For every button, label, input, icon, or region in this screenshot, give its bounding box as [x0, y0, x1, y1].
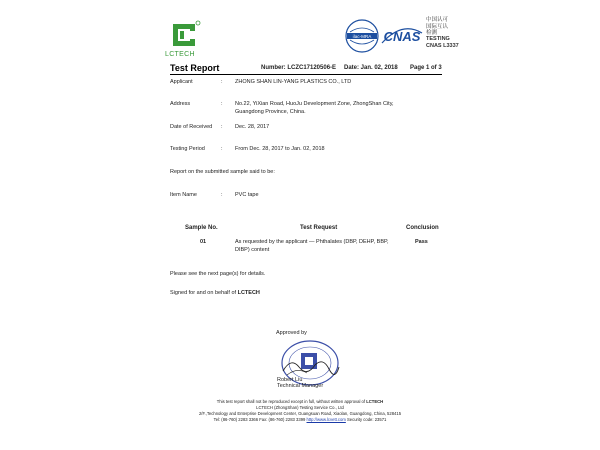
ilac-mra-logo-icon — [344, 18, 380, 54]
test-request-line2: DIBP) content — [235, 247, 270, 253]
test-request-header: Test Request — [300, 225, 338, 231]
testing-period-value: From Dec. 28, 2017 to Jan. 02, 2018 — [235, 146, 325, 152]
colon: : — [221, 101, 223, 107]
accreditation-cn: 中国认可 国际互认 检测 — [426, 17, 449, 36]
logo-text: LCTECH — [165, 51, 195, 58]
testing-period-label: Testing Period — [170, 146, 205, 152]
approver-name: Robert Liu — [277, 377, 303, 383]
footer-disclaimer: This test report shall not be reproduced except in full, without written approval of LCTECH — [216, 399, 384, 404]
address-label: Address — [170, 101, 191, 107]
sample-number: 01 — [200, 239, 207, 245]
sample-no-header: Sample No. — [185, 225, 218, 231]
title-divider — [170, 74, 442, 75]
colon: : — [221, 192, 223, 198]
footer-address: 2/F.,Technology and Enterprise Development Center, Guangsuan Road, Xiaolan, Guangdong, China, 528415 — [198, 411, 402, 416]
footer-company: LCTECH (ZhongShan) Testing Service Co., Ltd — [256, 405, 344, 410]
website-link[interactable]: http://www.lcvett.com — [306, 417, 346, 422]
page-indicator: Page 1 of 3 — [410, 65, 442, 71]
cnas-logo-icon — [380, 19, 424, 51]
signed-on-behalf: Signed for and on behalf of LCTECH — [170, 290, 260, 296]
sample-intro: Report on the submitted sample said to be: — [170, 169, 275, 175]
conclusion-header: Conclusion — [406, 225, 439, 231]
date-received-label: Date of Received — [170, 124, 213, 130]
footer-contact: Tel: (86-760) 2283 3366 Fax: (86-760) 2283 3399 http://www.lcvett.com Security code: 23571 — [213, 417, 387, 422]
report-title: Test Report — [170, 63, 220, 73]
applicant-label: Applicant — [170, 79, 193, 85]
cnas-label: CNAS — [383, 29, 421, 44]
next-pages-note: Please see the next page(s) for details. — [170, 271, 266, 277]
address-value-line2: Guangdong Province, China. — [235, 109, 306, 115]
colon: : — [221, 124, 223, 130]
test-request-line1: As requested by the applicant — Phthalates (DBP, DEHP, BBP, — [235, 239, 389, 245]
conclusion-value: Pass — [415, 239, 428, 245]
item-name-value: PVC tape — [235, 192, 259, 198]
lctech-logo-icon — [167, 18, 203, 54]
address-value: No.22, YiXian Road, HuoJu Development Zone, ZhongShan City, — [235, 101, 394, 107]
item-name-label: Item Name — [170, 192, 197, 198]
accreditation-number: TESTING CNAS L3337 — [426, 36, 459, 49]
colon: : — [221, 79, 223, 85]
ilac-label: ilac-MRA — [352, 34, 372, 39]
report-date: Date: Jan. 02, 2018 — [344, 65, 398, 71]
report-number: Number: LCZC17120506-E — [261, 65, 337, 71]
approved-by-label: Approved by — [276, 330, 307, 336]
approver-role: Technical Manager — [277, 383, 324, 389]
colon: : — [221, 146, 223, 152]
applicant-value: ZHONG SHAN LIN-YANG PLASTICS CO., LTD — [235, 79, 352, 85]
date-received-value: Dec. 28, 2017 — [235, 124, 270, 130]
